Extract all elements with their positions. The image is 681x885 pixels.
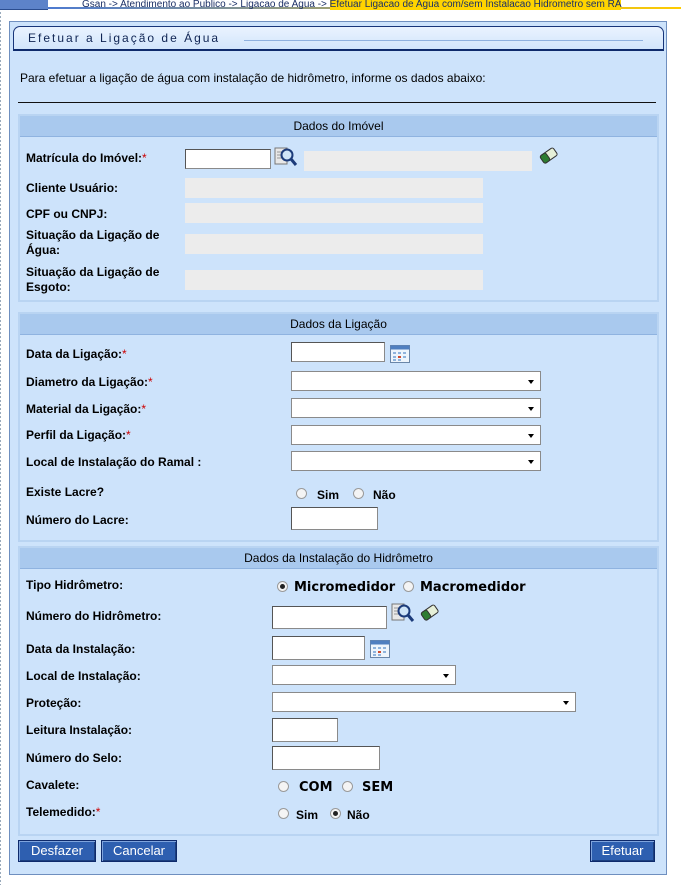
required-mark: * bbox=[141, 402, 147, 416]
situacao-esgoto-field bbox=[185, 270, 483, 290]
tipo-micromedidor-label: Micromedidor bbox=[294, 580, 396, 595]
numero-hidrometro-label: Número do Hidrômetro: bbox=[26, 609, 162, 623]
intro-text: Para efetuar a ligação de água com instalação de hidrômetro, informe os dados abaixo: bbox=[20, 71, 486, 85]
diametro-select[interactable] bbox=[291, 371, 541, 391]
perfil-label-text: Perfil da Ligação: bbox=[26, 428, 127, 442]
material-select[interactable] bbox=[291, 398, 541, 418]
section-ligacao bbox=[18, 312, 659, 542]
title-rule bbox=[244, 40, 643, 41]
data-ligacao-label-text: Data da Ligação: bbox=[26, 347, 123, 361]
cliente-label: Cliente Usuário: bbox=[26, 181, 119, 195]
section-imovel-header: Dados do Imóvel bbox=[20, 116, 657, 137]
tipo-macromedidor-label: Macromedidor bbox=[420, 580, 526, 595]
cavalete-sem-label: SEM bbox=[362, 780, 394, 795]
numero-selo-input[interactable] bbox=[272, 746, 380, 770]
lacre-nao-radio[interactable] bbox=[353, 488, 364, 499]
calendar-icon[interactable] bbox=[370, 640, 390, 658]
cpf-label: CPF ou CNPJ: bbox=[26, 207, 108, 221]
page-left-border bbox=[0, 0, 3, 885]
efetuar-button[interactable]: Efetuar bbox=[590, 840, 655, 862]
breadcrumb-path: Gsan -> Atendimento ao Publico -> Ligacao de Agua -> bbox=[82, 0, 330, 10]
calendar-icon[interactable] bbox=[390, 345, 410, 363]
numero-selo-label: Número do Selo: bbox=[26, 751, 123, 765]
eraser-icon[interactable] bbox=[419, 603, 441, 623]
situacao-esgoto-label-line2: Esgoto: bbox=[26, 280, 71, 294]
tipo-micromedidor-radio[interactable] bbox=[277, 581, 288, 592]
required-mark: * bbox=[95, 805, 101, 819]
perfil-label bbox=[26, 428, 131, 442]
cancelar-button[interactable]: Cancelar bbox=[101, 840, 177, 862]
telemedido-nao-radio[interactable] bbox=[330, 808, 341, 819]
numero-lacre-label: Número do Lacre: bbox=[26, 513, 129, 527]
cavalete-label: Cavalete: bbox=[26, 778, 80, 792]
telemedido-sim-label: Sim bbox=[296, 808, 319, 822]
section-imovel bbox=[18, 114, 659, 302]
protecao-select[interactable] bbox=[272, 692, 576, 712]
eraser-icon[interactable] bbox=[538, 146, 560, 166]
data-instalacao-label: Data da Instalação: bbox=[26, 642, 136, 656]
diametro-label-text: Diametro da Ligação: bbox=[26, 375, 149, 389]
numero-hidrometro-input[interactable] bbox=[272, 606, 387, 629]
local-ramal-label: Local de Instalação do Ramal : bbox=[26, 455, 202, 469]
diametro-label bbox=[26, 375, 153, 389]
breadcrumb-current: Efetuar Ligacao de Agua com/sem Instalacao Hidrometro sem RA bbox=[329, 0, 622, 10]
page-title-bar bbox=[13, 26, 664, 51]
situacao-esgoto-label-line1: Situação da Ligação de bbox=[26, 265, 160, 279]
protecao-label: Proteção: bbox=[26, 696, 82, 710]
cavalete-sem-radio[interactable] bbox=[342, 781, 353, 792]
situacao-agua-label-line2: Água: bbox=[26, 243, 60, 257]
existe-lacre-label: Existe Lacre? bbox=[26, 485, 105, 499]
section-hidrometro-header: Dados da Instalação do Hidrômetro bbox=[20, 548, 657, 569]
local-ramal-select[interactable] bbox=[291, 451, 541, 471]
lacre-nao-label: Não bbox=[373, 488, 396, 502]
lacre-sim-radio[interactable] bbox=[296, 488, 307, 499]
leitura-instalacao-label: Leitura Instalação: bbox=[26, 723, 133, 737]
tipo-hidrometro-label: Tipo Hidrômetro: bbox=[26, 578, 124, 592]
search-icon[interactable] bbox=[274, 146, 298, 168]
perfil-select[interactable] bbox=[291, 425, 541, 445]
data-ligacao-input[interactable] bbox=[291, 342, 385, 362]
situacao-agua-label-line1: Situação da Ligação de bbox=[26, 228, 160, 242]
matricula-label bbox=[26, 151, 147, 165]
page-title: Efetuar a Ligação de Água bbox=[28, 31, 221, 45]
numero-lacre-input[interactable] bbox=[291, 507, 378, 530]
matricula-label-text: Matrícula do Imóvel: bbox=[26, 151, 143, 165]
cpf-field bbox=[185, 203, 483, 223]
cavalete-com-radio[interactable] bbox=[278, 781, 289, 792]
desfazer-button[interactable]: Desfazer bbox=[18, 840, 96, 862]
material-label bbox=[26, 402, 146, 416]
data-instalacao-input[interactable] bbox=[272, 636, 365, 660]
cavalete-com-label: COM bbox=[299, 780, 333, 795]
telemedido-label-text: Telemedido: bbox=[26, 805, 96, 819]
main-panel bbox=[9, 21, 667, 875]
lacre-sim-label: Sim bbox=[317, 488, 340, 502]
section-ligacao-header: Dados da Ligação bbox=[20, 314, 657, 335]
matricula-input[interactable] bbox=[185, 149, 271, 169]
search-icon[interactable] bbox=[391, 602, 415, 624]
local-instalacao-select[interactable] bbox=[272, 665, 456, 685]
situacao-esgoto-label bbox=[26, 265, 159, 295]
telemedido-nao-label: Não bbox=[347, 808, 370, 822]
required-mark: * bbox=[126, 428, 131, 442]
matricula-description bbox=[304, 151, 532, 171]
required-mark: * bbox=[148, 375, 153, 389]
required-mark: * bbox=[122, 347, 127, 361]
material-label-text: Material da Ligação: bbox=[26, 402, 142, 416]
breadcrumb bbox=[82, 0, 621, 10]
tipo-macromedidor-radio[interactable] bbox=[403, 581, 414, 592]
telemedido-sim-radio[interactable] bbox=[278, 808, 289, 819]
data-ligacao-label bbox=[26, 347, 127, 361]
required-mark: * bbox=[142, 151, 147, 165]
situacao-agua-label bbox=[26, 228, 159, 258]
section-hidrometro bbox=[18, 546, 659, 836]
local-instalacao-label: Local de Instalação: bbox=[26, 669, 141, 683]
situacao-agua-field bbox=[185, 234, 483, 254]
divider bbox=[18, 102, 656, 103]
telemedido-label bbox=[26, 805, 100, 819]
cliente-field bbox=[185, 178, 483, 198]
top-menu-tab bbox=[0, 0, 48, 10]
leitura-instalacao-input[interactable] bbox=[272, 718, 338, 742]
